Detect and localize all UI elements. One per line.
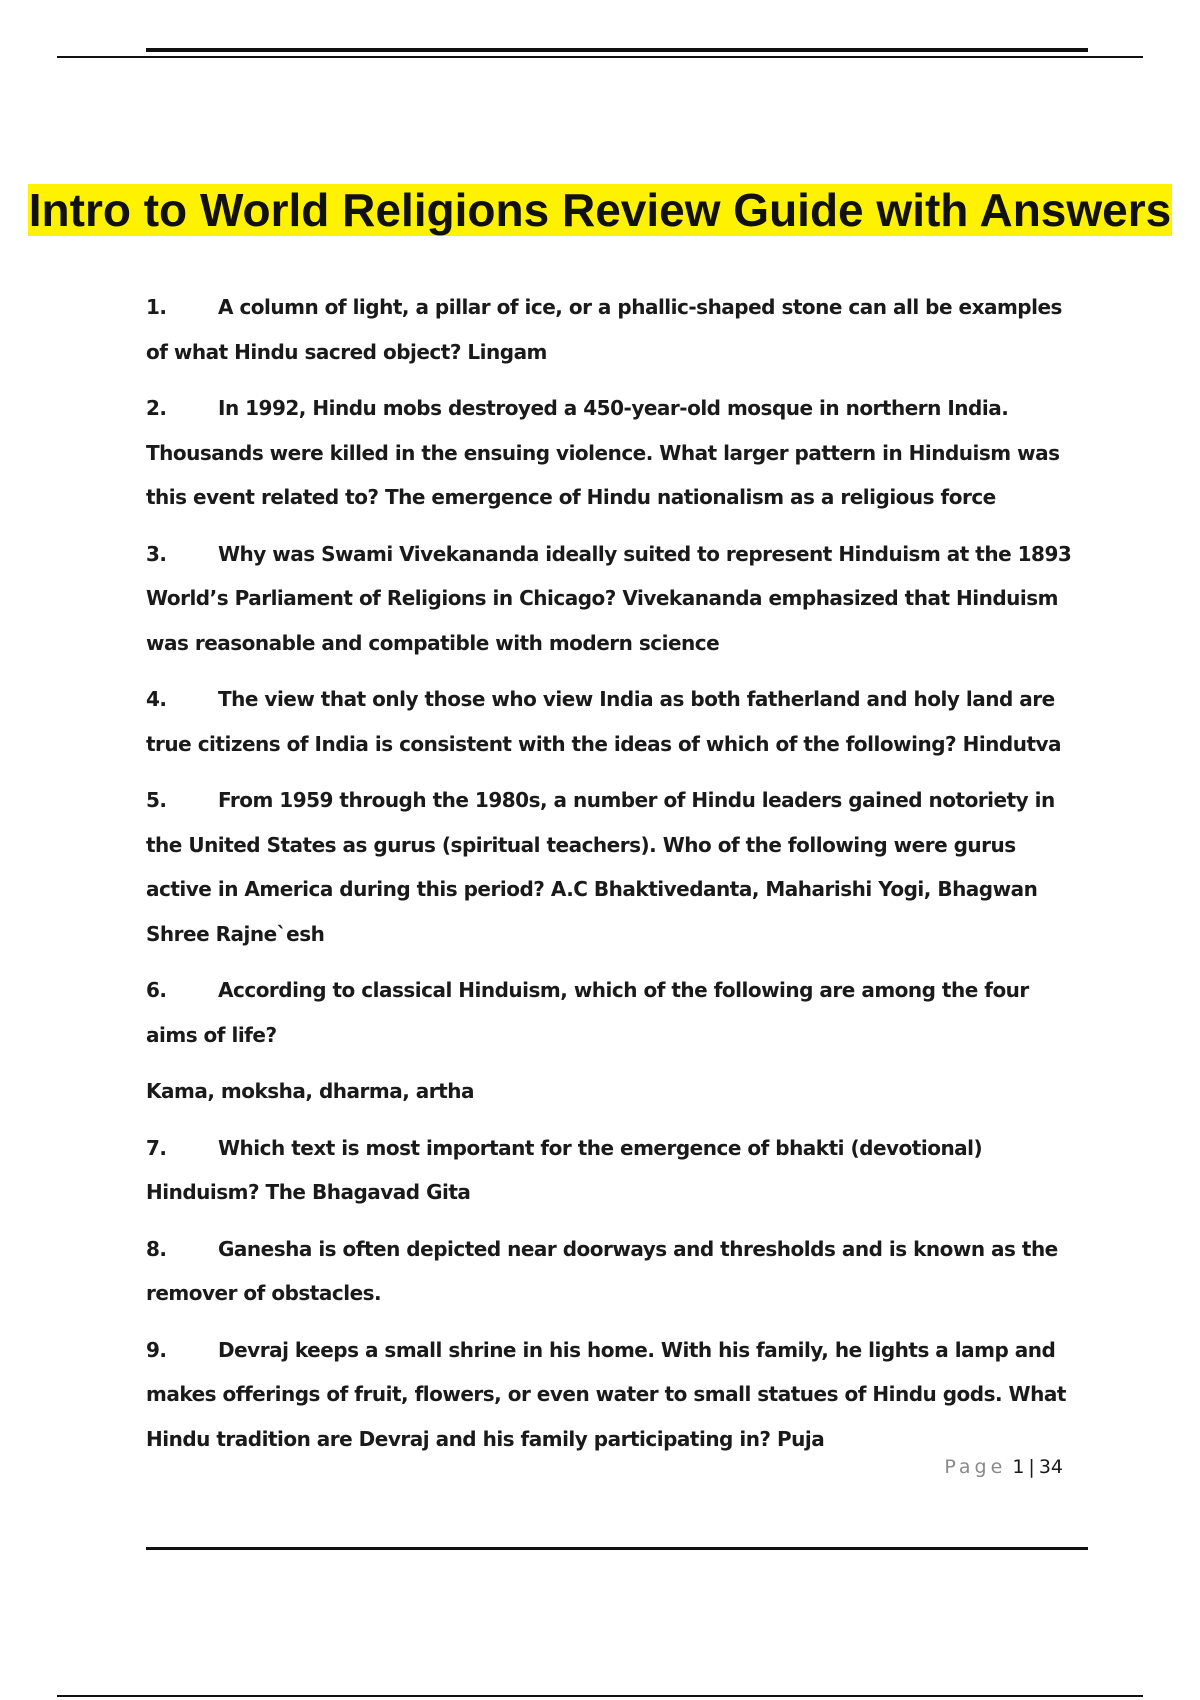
question-text: In 1992, Hindu mobs destroyed a 450-year-old mosque in northern India. Thousands were killed in the ensuing violence. What larger pattern in Hinduism was this event related to? The emergence of Hindu nationalism as a religious force — [146, 396, 1060, 509]
question-text: Devraj keeps a small shrine in his home. With his family, he lights a lamp and makes offerings of fruit, flowers, or even water to small statues of Hindu gods. What Hindu tradition are Devraj and his family participating in? Puja — [146, 1337, 1066, 1451]
page-title — [0, 185, 1200, 236]
question-item — [146, 386, 1086, 520]
question-number: 5. — [146, 788, 167, 812]
question-item — [146, 677, 1086, 766]
question-item — [146, 1328, 1086, 1462]
question-item — [146, 1227, 1086, 1316]
question-list — [146, 285, 1086, 1473]
question-text: A column of light, a pillar of ice, or a phallic-shaped stone can all be examples of what Hindu sacred object? Lingam — [146, 295, 1062, 364]
question-number: 1. — [146, 295, 167, 319]
bottom-rule-outer — [57, 1695, 1143, 1697]
question-item — [146, 1126, 1086, 1215]
question-item — [146, 968, 1086, 1057]
answer-line — [146, 1069, 1086, 1114]
page-footer — [944, 1456, 1063, 1478]
question-number: 6. — [146, 978, 167, 1002]
bottom-rule-inner — [146, 1547, 1088, 1550]
question-text: The view that only those who view India as both fatherland and holy land are true citizens of India is consistent with the ideas of which of the following? Hindutva — [146, 687, 1062, 756]
question-text: Why was Swami Vivekananda ideally suited to represent Hinduism at the 1893 World’s Parliament of Religions in Chicago? Vivekananda emphasized that Hinduism was reasonable and compatible with modern science — [146, 541, 1072, 655]
total-pages: 34 — [1038, 1456, 1063, 1478]
question-item — [146, 778, 1086, 956]
question-number: 8. — [146, 1236, 167, 1261]
question-number: 7. — [146, 1135, 167, 1160]
page-number: 1 — [1012, 1456, 1025, 1478]
question-number: 9. — [146, 1337, 167, 1362]
question-text: Which text is most important for the emergence of bhakti (devotional) Hinduism? The Bhagavad Gita — [146, 1135, 983, 1204]
question-text: From 1959 through the 1980s, a number of Hindu leaders gained notoriety in the United States as gurus (spiritual teachers). Who of the following were gurus active in America during this period? A.C Bhaktivedanta, Maharishi Yogi, Bhagwan Shree Rajne`esh — [146, 788, 1055, 946]
question-text: According to classical Hinduism, which of the following are among the four aims of life? — [146, 978, 1029, 1047]
question-number: 3. — [146, 541, 167, 566]
question-item — [146, 532, 1086, 666]
title-highlight: Intro to World Religions Review Guide with Answers — [28, 184, 1172, 236]
question-text: Ganesha is often depicted near doorways and thresholds and is known as the remover of obstacles. — [146, 1236, 1058, 1305]
page-label: Page — [944, 1456, 1007, 1478]
question-number: 4. — [146, 687, 167, 711]
page-separator: | — [1028, 1456, 1035, 1478]
question-item — [146, 285, 1086, 374]
top-rule-outer — [57, 56, 1143, 58]
top-rule-inner — [146, 48, 1088, 52]
question-number: 2. — [146, 396, 167, 420]
answer-text: Kama, moksha, dharma, artha — [146, 1079, 474, 1103]
